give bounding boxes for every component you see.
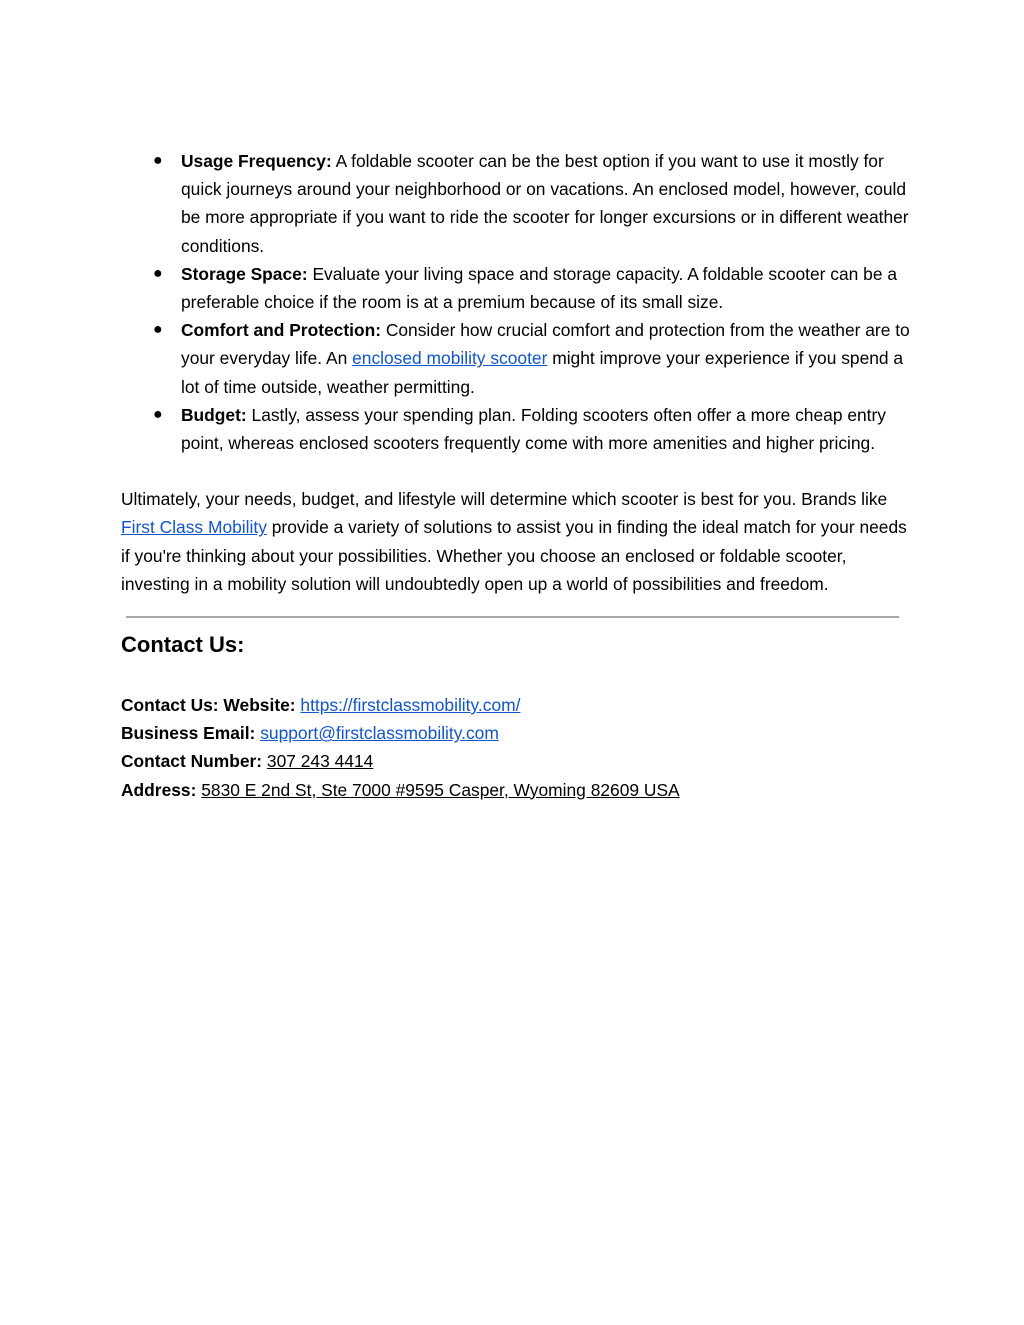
bullet-dot-icon: ● bbox=[153, 264, 163, 282]
horizontal-divider bbox=[126, 616, 899, 618]
phone-label: Contact Number: bbox=[121, 751, 263, 772]
list-item-storage-space bbox=[121, 260, 911, 316]
document-page bbox=[121, 147, 911, 804]
list-item-usage-frequency bbox=[121, 147, 911, 260]
address-link[interactable]: 5830 E 2nd St, Ste 7000 #9595 Casper, Wyoming 82609 USA bbox=[201, 779, 680, 800]
bullet-dot-icon: ● bbox=[153, 152, 163, 169]
list-item-comfort-protection bbox=[121, 316, 911, 401]
website-label: Contact Us: Website: bbox=[121, 695, 296, 716]
bullet-text: Lastly, assess your spending plan. Folding scooters often offer a more cheap entry point, whereas enclosed scooters frequently come with more amenities and higher pricing. bbox=[181, 404, 886, 454]
email-label: Business Email: bbox=[121, 723, 256, 744]
contact-phone-line bbox=[121, 747, 911, 775]
contact-email-line bbox=[121, 719, 911, 747]
address-label: Address: bbox=[121, 779, 197, 800]
bullet-text: Consider how crucial comfort and protection from the weather are to your everyday life. An bbox=[181, 320, 910, 369]
bullet-label: Usage Frequency: bbox=[181, 151, 332, 171]
list-item-budget bbox=[121, 401, 911, 457]
considerations-list bbox=[121, 147, 911, 457]
contact-heading: Contact Us: bbox=[121, 632, 245, 658]
bullet-dot-icon: ● bbox=[153, 321, 163, 339]
bullet-label: Storage Space: bbox=[181, 263, 308, 284]
conclusion-paragraph bbox=[121, 485, 911, 598]
enclosed-mobility-scooter-link[interactable]: enclosed mobility scooter bbox=[352, 348, 548, 369]
email-link[interactable]: support@firstclassmobility.com bbox=[260, 723, 499, 744]
bullet-text: Evaluate your living space and storage capacity. A foldable scooter can be a preferable choice if the room is at a premium because of its small size. bbox=[181, 263, 898, 313]
bullet-text: might improve your experience if you spend a lot of time outside, weather permitting. bbox=[181, 348, 904, 397]
bullet-dot-icon: ● bbox=[153, 405, 163, 423]
conclusion-text: Ultimately, your needs, budget, and lifestyle will determine which scooter is best for you. Brands like bbox=[121, 489, 888, 510]
contact-website-line bbox=[121, 691, 911, 719]
bullet-text: A foldable scooter can be the best option if you want to use it mostly for quick journeys around your neighborhood or on vacations. An enclosed model, however, could be more appropriate if you want to ride the scooter for longer excursions or in different weather conditions. bbox=[181, 151, 909, 256]
bullet-label: Budget: bbox=[181, 404, 247, 425]
first-class-mobility-link[interactable]: First Class Mobility bbox=[121, 517, 267, 538]
contact-details bbox=[121, 691, 911, 804]
contact-address-line bbox=[121, 776, 911, 804]
bullet-label: Comfort and Protection: bbox=[181, 320, 381, 341]
phone-link[interactable]: 307 243 4414 bbox=[266, 751, 374, 772]
website-link[interactable]: https://firstclassmobility.com/ bbox=[300, 695, 521, 716]
conclusion-text: provide a variety of solutions to assist you in finding the ideal match for your needs if you're thinking about your possibilities. Whether you choose an enclosed or foldable scooter, investing in a mobility solution will undoubtedly open up a world of possibilities and freedom. bbox=[121, 517, 907, 594]
